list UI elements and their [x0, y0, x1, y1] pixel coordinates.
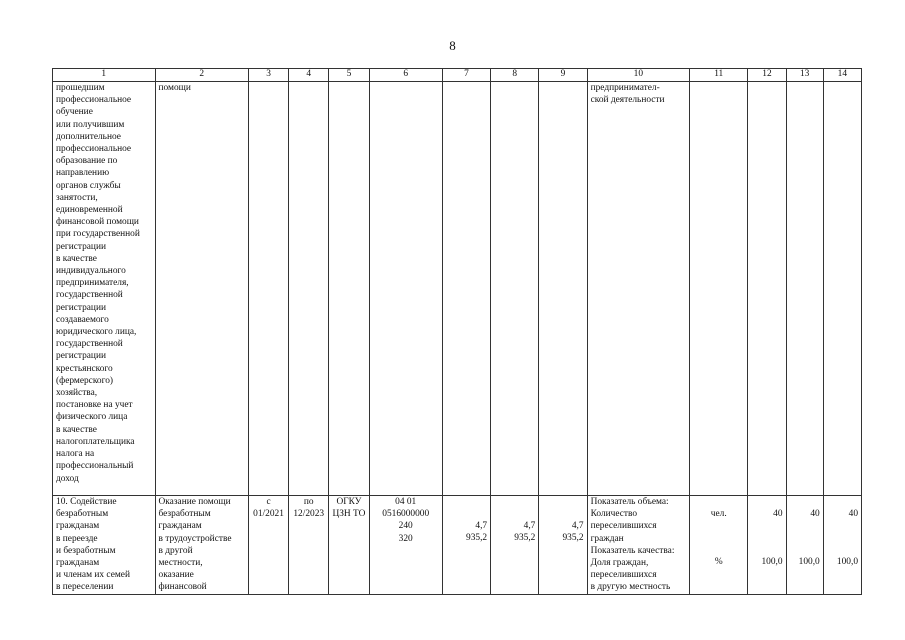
- cell-line: предпринимателя,: [56, 278, 129, 289]
- row1-col13: [786, 82, 823, 496]
- cell-line: 0516000000: [382, 509, 430, 520]
- cell-line: ОГКУ: [336, 497, 362, 507]
- cell-line: гражданам: [56, 558, 100, 569]
- row2-col14: [823, 496, 861, 595]
- unit: %: [714, 557, 723, 568]
- row1-col2: [155, 82, 248, 496]
- cell-line: в качестве: [56, 253, 97, 264]
- cell-line: образование по: [56, 156, 118, 167]
- col-header: 11: [690, 69, 748, 82]
- cell-line: физического лица: [56, 412, 128, 423]
- col-header: 3: [248, 69, 288, 82]
- cell-line: переселившихся: [590, 570, 657, 581]
- row2-col13: [786, 496, 823, 595]
- cell-line: гражданам: [56, 521, 100, 532]
- cell-line: юридического лица,: [56, 327, 137, 338]
- cell-line: регистрации: [56, 351, 106, 362]
- cell-line: в переселении: [56, 582, 114, 593]
- row2-col12: [748, 496, 786, 595]
- row1-col9: [539, 82, 587, 496]
- row1-col8: [491, 82, 539, 496]
- cell-line: граждан: [590, 533, 624, 544]
- cell-line: финансовой: [158, 582, 207, 593]
- cell-line: 01/2021: [253, 509, 284, 520]
- page-number: 8: [449, 38, 456, 53]
- value: 935,2: [514, 533, 536, 544]
- col-header: 12: [748, 69, 786, 82]
- cell-line: профессиональное: [56, 95, 132, 106]
- cell-line: местности,: [158, 558, 203, 569]
- cell-line: Показатель качества:: [590, 545, 675, 556]
- cell-line: в качестве: [56, 424, 97, 435]
- row1-col14: [823, 82, 861, 496]
- cell-line: безработным: [158, 509, 211, 520]
- cell-line: 320: [398, 533, 413, 544]
- cell-line: индивидуального: [56, 266, 126, 277]
- table-row: [53, 496, 862, 595]
- row1-col10: [587, 82, 690, 496]
- cell-line: создаваемого: [56, 314, 109, 325]
- cell-line: 04 01: [395, 497, 417, 507]
- col-header: 8: [491, 69, 539, 82]
- cell-line: Доля граждан,: [590, 558, 649, 569]
- cell-line: оказание: [158, 570, 194, 581]
- cell-line: безработным: [56, 509, 109, 520]
- row1-col3: [248, 82, 288, 496]
- cell-line: (фермерского): [56, 375, 114, 386]
- value: 100,0: [761, 557, 783, 568]
- col-header: 13: [786, 69, 823, 82]
- row1-col7: [442, 82, 490, 496]
- table-row: [53, 82, 862, 496]
- row1-col12: [748, 82, 786, 496]
- col-header: 10: [587, 69, 690, 82]
- cell-line: занятости,: [56, 192, 98, 203]
- cell-line: профессиональный: [56, 461, 134, 472]
- cell-line: крестьянского: [56, 363, 113, 374]
- cell-line: по: [303, 497, 314, 507]
- cell-line: государственной: [56, 290, 123, 301]
- cell-line: регистрации: [56, 241, 106, 252]
- cell-line: обучение: [56, 107, 93, 118]
- cell-line: при государственной: [56, 229, 140, 240]
- row1-col6: [369, 82, 442, 496]
- cell-line: с: [266, 497, 271, 507]
- col-header: 1: [53, 69, 156, 82]
- col-header: 5: [329, 69, 369, 82]
- col-header: 2: [155, 69, 248, 82]
- col-header: 7: [442, 69, 490, 82]
- value: 4,7: [475, 521, 488, 531]
- cell-line: 12/2023: [293, 509, 325, 520]
- cell-line: налога на: [56, 449, 95, 460]
- row2-col1: [53, 496, 156, 595]
- cell-line: Показатель объема:: [590, 497, 669, 507]
- unit: чел.: [710, 509, 727, 519]
- cell-line: регистрации: [56, 302, 106, 313]
- cell-line: в переезде: [56, 533, 98, 544]
- cell-line: 240: [398, 521, 413, 532]
- cell-line: постановке на учет: [56, 400, 133, 411]
- row2-col8: [491, 496, 539, 595]
- value: 4,7: [571, 521, 584, 531]
- cell-line: государственной: [56, 339, 123, 350]
- row2-col9: [539, 496, 587, 595]
- value: 40: [848, 509, 858, 519]
- cell-line: профессиональное: [56, 144, 132, 155]
- cell-line: единовременной: [56, 205, 123, 216]
- col-header: 6: [369, 69, 442, 82]
- cell-line: в другую местность: [590, 582, 671, 593]
- row1-col5: [329, 82, 369, 496]
- cell-line: в другой: [158, 545, 193, 556]
- cell-line: Оказание помощи: [158, 497, 231, 507]
- cell-line: помощи: [158, 83, 191, 93]
- cell-line: или получившим: [56, 119, 125, 130]
- cell-line: ской деятельности: [590, 95, 665, 106]
- cell-line: Количество: [590, 509, 638, 520]
- row1-col1: [53, 82, 156, 496]
- cell-line: и членам их семей: [56, 570, 130, 581]
- cell-line: в трудоустройстве: [158, 533, 232, 544]
- cell-line: ЦЗН ТО: [332, 509, 366, 520]
- row1-col4: [289, 82, 329, 496]
- value: 40: [773, 509, 783, 519]
- cell-line: дополнительное: [56, 131, 121, 142]
- row2-col6: [369, 496, 442, 595]
- cell-line: 10. Содействие: [56, 497, 117, 507]
- row2-col5: [329, 496, 369, 595]
- col-header: 4: [289, 69, 329, 82]
- cell-line: прошедшим: [56, 83, 105, 93]
- row2-col11: [690, 496, 748, 595]
- row2-col10: [587, 496, 690, 595]
- cell-line: налогоплательщика: [56, 436, 135, 447]
- cell-line: переселившихся: [590, 521, 657, 532]
- cell-line: направлению: [56, 168, 110, 179]
- row2-col7: [442, 496, 490, 595]
- row1-col11: [690, 82, 748, 496]
- row2-col4: [289, 496, 329, 595]
- cell-line: финансовой помощи: [56, 217, 139, 228]
- value: 100,0: [836, 557, 858, 568]
- cell-line: предпринимател-: [590, 83, 660, 93]
- col-header: 9: [539, 69, 587, 82]
- row2-col3: [248, 496, 288, 595]
- value: 4,7: [523, 521, 536, 531]
- value: 40: [810, 509, 820, 519]
- cell-line: доход: [56, 473, 79, 484]
- cell-line: хозяйства,: [56, 388, 98, 399]
- cell-line: органов службы: [56, 180, 121, 191]
- program-table: [52, 68, 862, 595]
- cell-line: и безработным: [56, 545, 116, 556]
- value: 935,2: [466, 533, 488, 544]
- row2-col2: [155, 496, 248, 595]
- col-header: 14: [823, 69, 861, 82]
- value: 100,0: [798, 557, 820, 568]
- header-row: [53, 69, 862, 82]
- value: 935,2: [562, 533, 584, 544]
- cell-line: гражданам: [158, 521, 202, 532]
